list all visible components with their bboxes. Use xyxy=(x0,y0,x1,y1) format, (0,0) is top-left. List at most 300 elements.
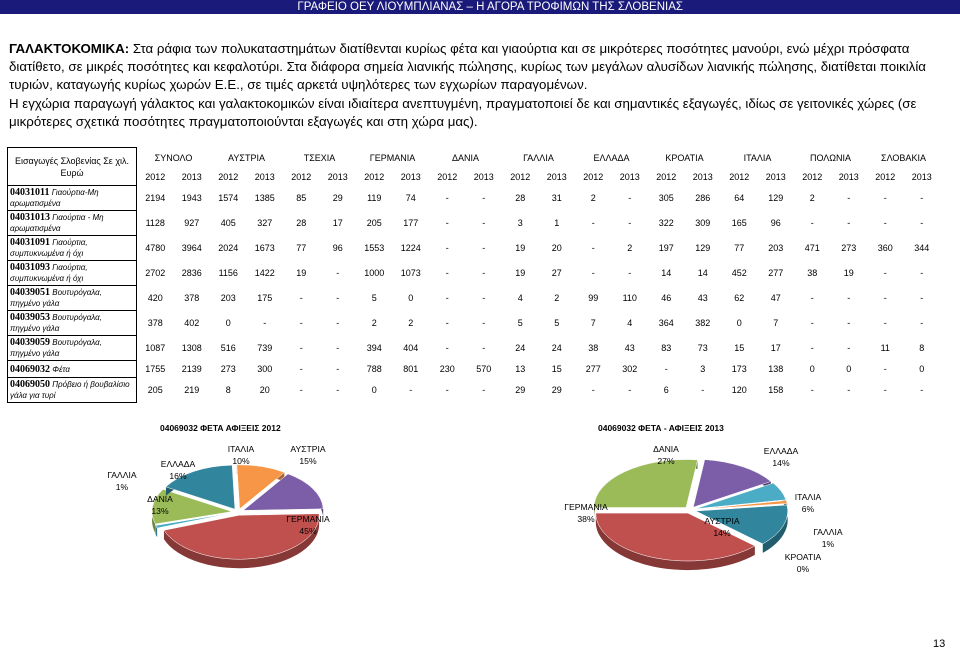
value-cell: - xyxy=(920,268,924,278)
year-header: 2012 xyxy=(145,171,166,182)
value-cell: 8 xyxy=(919,343,925,353)
value-cell: 138 xyxy=(768,364,784,374)
pie-chart-2013 xyxy=(550,432,850,592)
pie-label: ΙΤΑΛΙΑ xyxy=(227,444,255,454)
value-cell: - xyxy=(482,343,486,353)
page-number: 13 xyxy=(933,638,946,650)
value-cell: 19 xyxy=(515,268,526,278)
product-desc: Γιαούρτια, συμπυκνωμένα ή όχι xyxy=(10,263,88,283)
value-cell: 5 xyxy=(554,318,560,328)
value-cell: 1673 xyxy=(254,243,275,253)
table-row xyxy=(8,286,941,311)
year-header: 2012 xyxy=(802,171,823,182)
pie-chart-2012 xyxy=(100,432,360,592)
intro-text-1: Στα ράφια των πολυκαταστημάτων διατίθενται κυρίως φέτα και γιαούρτια και σε μικρότερες ποσότητες μανούρι, ενώ μέχρι πρόσφατα διατίθετο, σε μικρές ποσότητες και κεφαλοτύρι. Στα διάφορα σημεία λιανικής πώλησης, κυρίως των μεγάλων αλυσίδων λιανικής πώλησης, διατίθεται ποικιλία τυριών, καταγωγής κυρίως χωρών Ε.Ε., σε τιμές αρκετά υψηλότερες των εγχωρίων παραγομένων. xyxy=(9,41,926,93)
value-cell: - xyxy=(883,193,887,203)
value-cell: 2 xyxy=(554,293,560,303)
intro-text xyxy=(9,40,953,131)
value-cell: 7 xyxy=(773,318,779,328)
value-cell: 1156 xyxy=(218,268,238,278)
value-cell: 5 xyxy=(371,293,377,303)
value-cell: - xyxy=(920,318,924,328)
value-cell: - xyxy=(336,343,340,353)
product-desc: Βουτυρόγαλα, πηγμένο γάλα xyxy=(10,338,102,358)
pie-label: ΕΛΛΑΔΑ xyxy=(160,459,196,469)
value-cell: - xyxy=(810,218,814,228)
value-cell: - xyxy=(299,385,303,395)
table-row xyxy=(8,336,941,361)
value-cell: - xyxy=(628,268,632,278)
country-header: ΙΤΑΛΙΑ xyxy=(743,152,772,163)
value-cell: - xyxy=(299,293,303,303)
value-cell: 2 xyxy=(408,318,414,328)
value-cell: 219 xyxy=(184,385,200,395)
product-desc: Βουτυρόγαλα, πηγμένο γάλα xyxy=(10,313,102,333)
pie-percent-label: 16% xyxy=(169,471,187,481)
value-cell: 1 xyxy=(554,218,560,228)
value-cell: 29 xyxy=(332,193,343,203)
value-cell: 471 xyxy=(804,243,820,253)
value-cell: 173 xyxy=(731,364,747,374)
value-cell: 14 xyxy=(661,268,672,278)
pie-percent-label: 13% xyxy=(151,506,169,516)
value-cell: 177 xyxy=(403,218,419,228)
value-cell: 85 xyxy=(296,193,307,203)
country-header: ΕΛΛΑΔΑ xyxy=(593,152,630,163)
chart-title-2013: 04069032 ΦΕΤΑ - ΑΦΙΞΕΙΣ 2013 xyxy=(598,423,724,433)
product-code: 04031093 xyxy=(10,262,50,273)
value-cell: 394 xyxy=(366,343,382,353)
value-cell: 129 xyxy=(695,243,711,253)
value-cell: - xyxy=(445,268,449,278)
value-cell: 31 xyxy=(551,193,562,203)
pie-label: ΓΑΛΛΙΑ xyxy=(107,470,137,480)
value-cell: 2024 xyxy=(218,243,239,253)
value-cell: 4 xyxy=(627,318,633,328)
value-cell: - xyxy=(920,193,924,203)
country-header: ΚΡΟΑΤΙΑ xyxy=(665,152,704,163)
value-cell: 2 xyxy=(809,193,815,203)
value-cell: 230 xyxy=(439,364,455,374)
value-cell: 205 xyxy=(366,218,382,228)
product-code: 04031091 xyxy=(10,237,50,248)
value-cell: 277 xyxy=(768,268,784,278)
value-cell: 96 xyxy=(332,243,343,253)
value-cell: 0 xyxy=(809,364,815,374)
value-cell: 1224 xyxy=(400,243,421,253)
country-header: ΣΛΟΒΑΚΙΑ xyxy=(881,152,926,163)
table-row xyxy=(8,311,941,336)
value-cell: - xyxy=(920,218,924,228)
value-cell: 38 xyxy=(588,343,599,353)
country-header: ΠΟΛΩΝΙΑ xyxy=(809,152,852,163)
value-cell: 15 xyxy=(551,364,562,374)
value-cell: 364 xyxy=(658,318,674,328)
product-cell xyxy=(8,378,137,403)
value-cell: - xyxy=(591,243,595,253)
value-cell: 1308 xyxy=(181,343,202,353)
year-header: 2013 xyxy=(765,171,786,182)
product-code: 04039051 xyxy=(10,287,50,298)
value-cell: 1422 xyxy=(254,268,275,278)
year-header: 2013 xyxy=(619,171,640,182)
table-row xyxy=(8,378,941,403)
pie-percent-label: 0% xyxy=(796,564,810,574)
product-code: 04069050 xyxy=(10,379,50,390)
value-cell: 165 xyxy=(731,218,747,228)
value-cell: 273 xyxy=(841,243,857,253)
value-cell: - xyxy=(445,193,449,203)
value-cell: 7 xyxy=(590,318,596,328)
value-cell: - xyxy=(847,318,851,328)
product-cell xyxy=(8,286,137,311)
pie-label: ΕΛΛΑΔΑ xyxy=(763,446,799,456)
pie-percent-label: 14% xyxy=(772,458,790,468)
value-cell: 17 xyxy=(770,343,781,353)
value-cell: - xyxy=(810,343,814,353)
value-cell: - xyxy=(591,385,595,395)
value-cell: 1553 xyxy=(364,243,385,253)
value-cell: 28 xyxy=(296,218,307,228)
value-cell: 64 xyxy=(734,193,745,203)
value-cell: - xyxy=(336,364,340,374)
value-cell: 11 xyxy=(880,343,890,353)
value-cell: 15 xyxy=(734,343,745,353)
year-header: 2013 xyxy=(838,171,859,182)
value-cell: 360 xyxy=(877,243,893,253)
pie-percent-label: 38% xyxy=(577,514,595,524)
pie-label: ΙΤΑΛΙΑ xyxy=(794,492,822,502)
value-cell: 24 xyxy=(515,343,526,353)
year-header: 2013 xyxy=(546,171,567,182)
value-cell: - xyxy=(299,364,303,374)
value-cell: - xyxy=(810,293,814,303)
value-cell: - xyxy=(409,385,413,395)
product-desc: Πρόβειο ή βουβαλίσιο γάλα για τυρί xyxy=(10,380,130,400)
value-cell: 1385 xyxy=(254,193,275,203)
value-cell: 46 xyxy=(661,293,672,303)
value-cell: 286 xyxy=(695,193,711,203)
value-cell: - xyxy=(299,343,303,353)
value-cell: 77 xyxy=(296,243,307,253)
value-cell: - xyxy=(336,293,340,303)
product-code: 04069032 xyxy=(10,363,50,375)
value-cell: - xyxy=(263,318,267,328)
pie-percent-label: 14% xyxy=(713,528,731,538)
product-desc: Γιαούρτια, συμπυκνωμένα ή όχι xyxy=(10,238,88,258)
pie-label: ΔΑΝΙΑ xyxy=(147,494,173,504)
value-cell: 20 xyxy=(551,243,562,253)
value-cell: 0 xyxy=(736,318,742,328)
value-cell: - xyxy=(482,318,486,328)
value-cell: 6 xyxy=(663,385,669,395)
pie-label: ΚΡΟΑΤΙΑ xyxy=(784,552,822,562)
value-cell: 29 xyxy=(551,385,562,395)
value-cell: - xyxy=(445,243,449,253)
value-cell: - xyxy=(883,318,887,328)
value-cell: 73 xyxy=(697,343,708,353)
header-title: ΓΡΑΦΕΙΟ ΟΕΥ ΛΙΟΥΜΠΛΙΑΝΑΣ – Η ΑΓΟΡΑ ΤΡΟΦΙΜΩΝ ΤΗΣ ΣΛΟΒΕΝΙΑΣ xyxy=(297,1,683,13)
header-bar xyxy=(0,0,960,14)
value-cell: 17 xyxy=(332,218,343,228)
value-cell: 2194 xyxy=(145,193,166,203)
value-cell: - xyxy=(920,385,924,395)
value-cell: 120 xyxy=(731,385,747,395)
country-header: ΣΥΝΟΛΟ xyxy=(154,152,193,163)
value-cell: 404 xyxy=(403,343,419,353)
value-cell: 452 xyxy=(731,268,747,278)
value-cell: 1128 xyxy=(145,218,165,228)
value-cell: 405 xyxy=(220,218,236,228)
value-cell: - xyxy=(482,268,486,278)
year-header: 2012 xyxy=(583,171,604,182)
value-cell: 29 xyxy=(515,385,526,395)
value-cell: - xyxy=(883,293,887,303)
year-header: 2012 xyxy=(218,171,239,182)
value-cell: 3 xyxy=(517,218,523,228)
year-header: 2013 xyxy=(181,171,202,182)
product-cell xyxy=(8,211,137,236)
product-desc: Γιαούρτια-Μη αρωματισμένα xyxy=(10,188,99,208)
country-header: ΓΕΡΜΑΝΙΑ xyxy=(369,152,416,163)
value-cell: 8 xyxy=(225,385,231,395)
value-cell: 5 xyxy=(517,318,523,328)
year-header: 2012 xyxy=(364,171,385,182)
value-cell: 309 xyxy=(695,218,711,228)
value-cell: 516 xyxy=(220,343,236,353)
value-cell: - xyxy=(883,364,887,374)
value-cell: 14 xyxy=(697,268,708,278)
value-cell: 47 xyxy=(770,293,781,303)
value-cell: 20 xyxy=(259,385,270,395)
value-cell: 2139 xyxy=(181,364,202,374)
value-cell: 1574 xyxy=(218,193,239,203)
table-row xyxy=(8,361,941,378)
year-header: 2013 xyxy=(327,171,348,182)
year-header: 2013 xyxy=(254,171,275,182)
pie-label: ΓΕΡΜΑΝΙΑ xyxy=(564,502,608,512)
product-code: 04039053 xyxy=(10,312,50,323)
value-cell: 110 xyxy=(622,293,637,303)
value-cell: 28 xyxy=(515,193,526,203)
value-cell: 4 xyxy=(517,293,523,303)
value-cell: 788 xyxy=(366,364,382,374)
value-cell: 99 xyxy=(588,293,599,303)
pie-percent-label: 6% xyxy=(801,504,815,514)
pie-percent-label: 15% xyxy=(299,456,317,466)
year-header: 2013 xyxy=(400,171,421,182)
value-cell: 344 xyxy=(914,243,930,253)
product-cell xyxy=(8,336,137,361)
value-cell: 27 xyxy=(551,268,562,278)
pie-percent-label: 45% xyxy=(299,526,317,536)
value-cell: 77 xyxy=(734,243,745,253)
value-cell: 378 xyxy=(184,293,200,303)
value-cell: 322 xyxy=(658,218,674,228)
value-cell: - xyxy=(445,343,449,353)
value-cell: - xyxy=(591,218,595,228)
value-cell: - xyxy=(810,318,814,328)
value-cell: - xyxy=(883,385,887,395)
value-cell: - xyxy=(664,364,668,374)
value-cell: - xyxy=(847,193,851,203)
value-cell: 13 xyxy=(515,364,526,374)
value-cell: 739 xyxy=(257,343,273,353)
value-cell: 2702 xyxy=(145,268,166,278)
intro-paragraph-2: Η εγχώρια παραγωγή γάλακτος και γαλακτοκομικών είναι ιδιαίτερα ανεπτυγμένη, πραγματοποιεί δε και σημαντικές εξαγωγές, ιδίως σε γειτονικές χώρες (σε μικρότερες σχετικά ποσότητες πραγματοποιούνται εξαγωγές και στη χώρα μας). xyxy=(9,95,917,129)
value-cell: - xyxy=(810,385,814,395)
year-header: 2012 xyxy=(437,171,458,182)
value-cell: - xyxy=(482,293,486,303)
country-header: ΑΥΣΤΡΙΑ xyxy=(228,152,265,163)
value-cell: 203 xyxy=(768,243,784,253)
value-cell: 96 xyxy=(770,218,781,228)
value-cell: - xyxy=(883,218,887,228)
table-row xyxy=(8,261,941,286)
value-cell: 19 xyxy=(296,268,307,278)
value-cell: - xyxy=(445,293,449,303)
value-cell: 205 xyxy=(147,385,163,395)
product-cell xyxy=(8,236,137,261)
value-cell: 38 xyxy=(807,268,818,278)
table-row xyxy=(8,186,941,211)
value-cell: - xyxy=(299,318,303,328)
value-cell: 1943 xyxy=(181,193,202,203)
pie-percent-label: 10% xyxy=(232,456,250,466)
value-cell: 203 xyxy=(220,293,236,303)
value-cell: 4780 xyxy=(145,243,166,253)
value-cell: 382 xyxy=(695,318,711,328)
value-cell: 0 xyxy=(408,293,414,303)
value-cell: - xyxy=(336,268,340,278)
pie-slice xyxy=(594,460,698,508)
value-cell: 43 xyxy=(624,343,635,353)
value-cell: - xyxy=(847,385,851,395)
product-cell xyxy=(8,361,137,378)
value-cell: - xyxy=(482,193,486,203)
value-cell: - xyxy=(482,218,486,228)
value-cell: 1755 xyxy=(145,364,166,374)
pie-label: ΓΑΛΛΙΑ xyxy=(813,527,843,537)
value-cell: 24 xyxy=(551,343,562,353)
intro-paragraph-1 xyxy=(9,40,953,95)
value-cell: 2 xyxy=(590,193,596,203)
value-cell: - xyxy=(445,218,449,228)
pie-percent-label: 27% xyxy=(657,456,675,466)
value-cell: 2 xyxy=(627,243,633,253)
value-cell: - xyxy=(628,193,632,203)
value-cell: 129 xyxy=(768,193,784,203)
year-header: 2012 xyxy=(291,171,312,182)
value-cell: 570 xyxy=(476,364,492,374)
value-cell: 0 xyxy=(919,364,925,374)
value-cell: 927 xyxy=(184,218,200,228)
product-code: 04031013 xyxy=(10,212,50,223)
value-cell: 197 xyxy=(658,243,674,253)
value-cell: - xyxy=(847,293,851,303)
value-cell: - xyxy=(628,218,632,228)
value-cell: - xyxy=(701,385,705,395)
value-cell: 3964 xyxy=(181,243,202,253)
value-cell: 1087 xyxy=(145,343,166,353)
value-cell: 2836 xyxy=(181,268,202,278)
pie-label: ΔΑΝΙΑ xyxy=(653,444,679,454)
value-cell: 420 xyxy=(147,293,163,303)
value-cell: 43 xyxy=(697,293,708,303)
year-header: 2013 xyxy=(911,171,932,182)
value-cell: 0 xyxy=(225,318,231,328)
value-cell: - xyxy=(847,218,851,228)
product-code: 04039059 xyxy=(10,337,50,348)
value-cell: 62 xyxy=(734,293,745,303)
value-cell: 74 xyxy=(405,193,416,203)
year-header: 2012 xyxy=(510,171,531,182)
value-cell: 273 xyxy=(220,364,236,374)
pie-label: ΑΥΣΤΡΙΑ xyxy=(704,516,740,526)
product-desc: Βουτυρόγαλα, πηγμένο γάλα xyxy=(10,288,102,308)
pie-label: ΑΥΣΤΡΙΑ xyxy=(290,444,326,454)
year-header: 2012 xyxy=(875,171,896,182)
value-cell: 302 xyxy=(622,364,638,374)
pie-label: ΓΕΡΜΑΝΙΑ xyxy=(286,514,330,524)
value-cell: 158 xyxy=(768,385,784,395)
value-cell: - xyxy=(847,343,851,353)
value-cell: 175 xyxy=(257,293,273,303)
value-cell: 305 xyxy=(658,193,674,203)
year-header: 2012 xyxy=(656,171,677,182)
value-cell: 801 xyxy=(403,364,419,374)
value-cell: 277 xyxy=(585,364,601,374)
value-cell: 3 xyxy=(700,364,706,374)
value-cell: 19 xyxy=(515,243,526,253)
year-header: 2013 xyxy=(692,171,713,182)
product-cell xyxy=(8,311,137,336)
product-code: 04031011 xyxy=(10,187,50,198)
year-header: 2012 xyxy=(729,171,750,182)
intro-heading: ΓΑΛΑΚΤΟΚΟΜΙΚΑ: xyxy=(9,41,130,56)
pie-percent-label: 1% xyxy=(115,482,129,492)
product-cell xyxy=(8,261,137,286)
table-row xyxy=(8,211,941,236)
value-cell: - xyxy=(336,385,340,395)
pie-percent-label: 1% xyxy=(821,539,835,549)
country-header: ΓΑΛΛΙΑ xyxy=(523,152,554,163)
country-header: ΔΑΝΙΑ xyxy=(451,152,480,163)
value-cell: - xyxy=(482,243,486,253)
value-cell: 19 xyxy=(843,268,854,278)
value-cell: - xyxy=(628,385,632,395)
value-cell: 1073 xyxy=(400,268,421,278)
country-header: ΤΣΕΧΙΑ xyxy=(303,152,336,163)
chart-title-2012: 04069032 ΦΕΤΑ ΑΦΙΞΕΙΣ 2012 xyxy=(160,423,281,433)
value-cell: 119 xyxy=(367,193,382,203)
value-cell: 1000 xyxy=(364,268,385,278)
value-cell: - xyxy=(591,268,595,278)
value-cell: 402 xyxy=(184,318,200,328)
value-cell: - xyxy=(482,385,486,395)
imports-table xyxy=(7,147,940,403)
value-cell: 378 xyxy=(147,318,163,328)
value-cell: - xyxy=(445,385,449,395)
value-cell: 327 xyxy=(257,218,273,228)
table-corner: Εισαγωγές Σλοβενίας Σε χιλ. Ευρώ xyxy=(8,148,137,186)
value-cell: - xyxy=(883,268,887,278)
value-cell: 0 xyxy=(846,364,852,374)
year-header: 2013 xyxy=(473,171,494,182)
value-cell: - xyxy=(336,318,340,328)
value-cell: 300 xyxy=(257,364,273,374)
value-cell: 83 xyxy=(661,343,672,353)
